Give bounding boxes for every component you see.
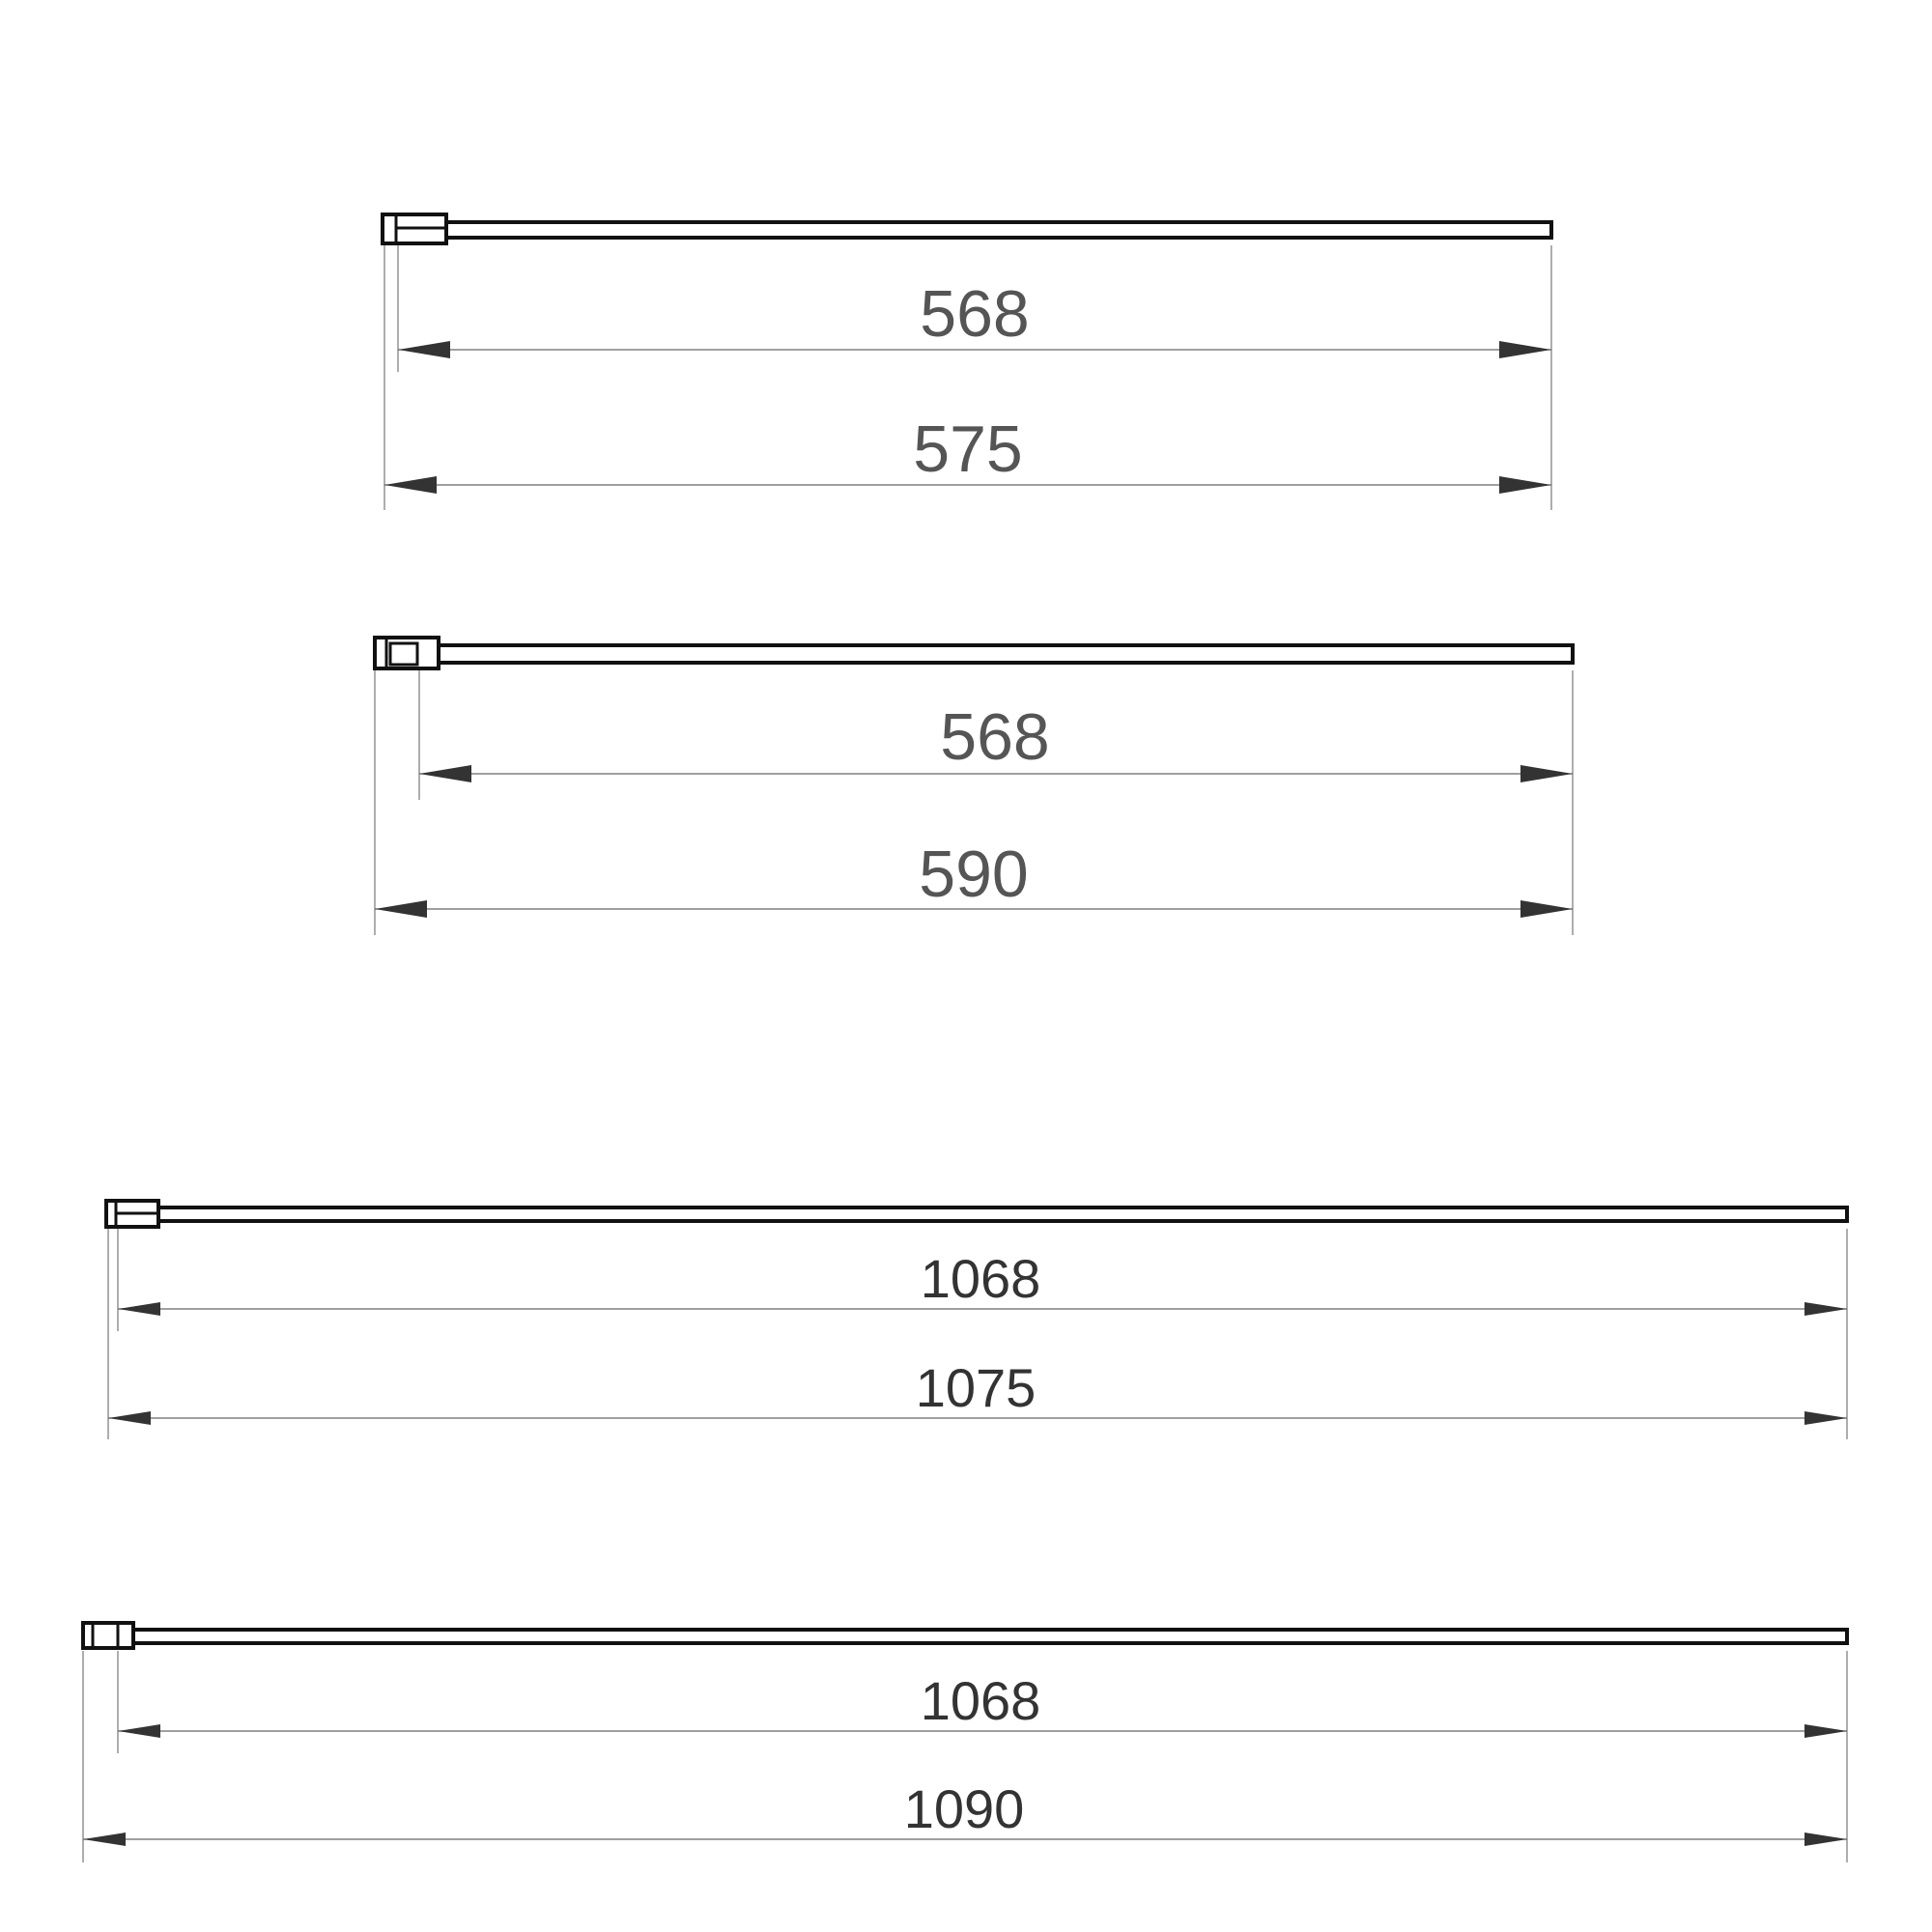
dimension-label: 1090: [903, 1778, 1025, 1839]
dimension-label: 568: [920, 277, 1030, 351]
dimension-line-1090: [83, 1778, 1847, 1846]
view-2: [375, 638, 1573, 935]
dimension-label: 590: [919, 838, 1029, 911]
dimension-line-1068: [118, 1248, 1847, 1316]
dimension-line-590: [375, 838, 1573, 918]
glass-panel-2: [375, 638, 1573, 668]
wall-clamp-icon: [83, 1623, 133, 1648]
dimension-line-1068: [118, 1670, 1847, 1738]
glass-panel-1: [383, 214, 1551, 243]
dimension-label: 575: [913, 412, 1023, 486]
glass-panel-3: [106, 1201, 1847, 1227]
dimension-label: 568: [940, 700, 1050, 774]
dimension-label: 1068: [920, 1670, 1041, 1731]
dimension-label: 1075: [915, 1357, 1037, 1418]
dimension-label: 1068: [920, 1248, 1041, 1309]
view-1: [383, 214, 1551, 510]
view-4: [83, 1623, 1847, 1862]
dimension-line-1075: [108, 1357, 1847, 1425]
glass-panel-4: [83, 1623, 1847, 1648]
dimension-line-568: [398, 277, 1551, 358]
dimension-line-568: [419, 700, 1573, 782]
view-3: [106, 1201, 1847, 1439]
dimension-line-575: [384, 412, 1551, 494]
